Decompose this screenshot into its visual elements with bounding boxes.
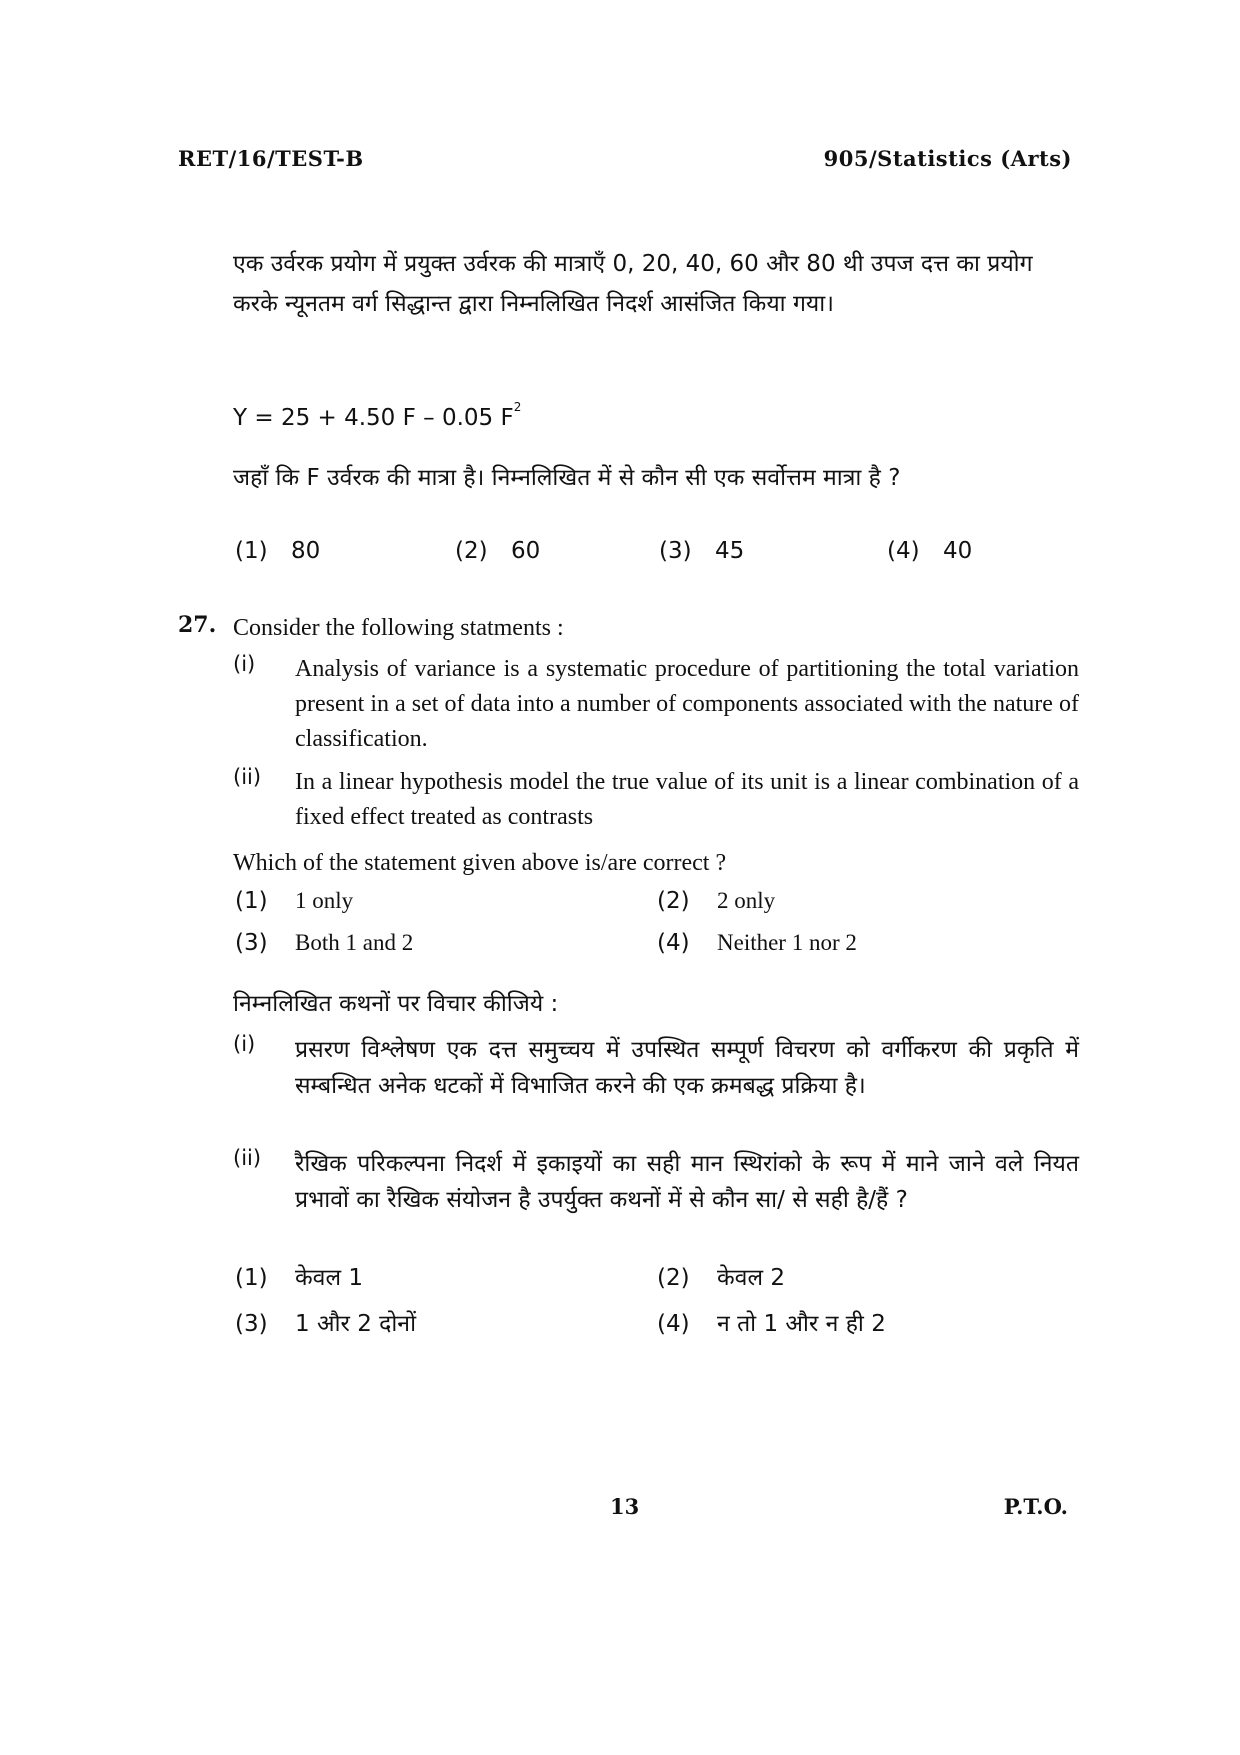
statement-text: Analysis of variance is a systematic procedure of partitioning the total variation present in a set of data into a number of components associated with the nature of classification. (295, 656, 1079, 752)
option-number: (4) (657, 930, 690, 956)
q27-hindi-intro: निम्नलिखित कथनों पर विचार कीजिये : (233, 991, 559, 1017)
option-number: (2) (657, 888, 690, 914)
option-number: (3) (235, 930, 268, 956)
q26-option-1[interactable] (235, 538, 320, 564)
equation-main: Y = 25 + 4.50 F – 0.05 F (233, 405, 514, 431)
option-text: Both 1 and 2 (295, 930, 414, 955)
q26-hindi-question: जहाँ कि F उर्वरक की मात्रा है। निम्नलिखित में से कौन सी एक सर्वोत्तम मात्रा है ? (233, 465, 901, 491)
q26-hindi-intro: एक उर्वरक प्रयोग में प्रयुक्त उर्वरक की मात्राएँ 0, 20, 40, 60 और 80 थी उपज दत्त का प्रयोग करके न्यूनतम वर्ग सिद्धान्त द्वारा निम्नलिखित निदर्श आसंजित किया गया। (233, 251, 1033, 317)
q27-option-3[interactable] (235, 930, 413, 956)
option-text: 60 (511, 538, 541, 564)
option-number: (4) (657, 1311, 690, 1337)
q27-hindi-option-4[interactable] (657, 1306, 886, 1338)
q27-option-2[interactable] (657, 888, 775, 914)
q27-option-4[interactable] (657, 930, 857, 956)
option-number: (3) (235, 1311, 268, 1337)
option-number: (2) (657, 1265, 690, 1291)
statement-text: In a linear hypothesis model the true value of its unit is a linear combination of a fixed effect treated as contrasts (295, 769, 1079, 830)
q27-hindi-option-1[interactable] (235, 1260, 363, 1292)
pto-label: P.T.O. (1003, 1494, 1068, 1519)
q27-option-1[interactable] (235, 888, 353, 914)
option-text: 80 (291, 538, 321, 564)
q27-hindi-option-3[interactable] (235, 1306, 416, 1338)
question-number: 27. (178, 612, 217, 638)
option-text: न तो 1 और न ही 2 (717, 1311, 886, 1337)
equation-exponent: 2 (513, 400, 522, 414)
option-number: (1) (235, 888, 268, 914)
option-text: Neither 1 nor 2 (717, 930, 857, 955)
option-text: 1 only (295, 888, 354, 913)
q26-option-2[interactable] (455, 538, 540, 564)
option-text: केवल 1 (295, 1265, 363, 1291)
option-text: केवल 2 (717, 1265, 785, 1291)
option-number: (1) (235, 1265, 268, 1291)
q27-intro: Consider the following statments : (233, 615, 564, 641)
statement-mark: (ii) (233, 1146, 262, 1170)
subject-title: 905/Statistics (Arts) (823, 146, 1072, 171)
option-text: 40 (943, 538, 973, 564)
statement-mark: (i) (233, 652, 256, 676)
option-text: 2 only (717, 888, 776, 913)
statement-mark: (ii) (233, 765, 262, 789)
option-number: (1) (235, 538, 268, 564)
option-text: 45 (715, 538, 745, 564)
statement-text: रैखिक परिकल्पना निदर्श में इकाइयों का सही मान स्थिरांको के रूप में माने जाने वले नियत प्रभावों का रैखिक संयोजन है उपर्युक्त कथनों में से कौन सा/ से सही है/हैं ? (295, 1151, 1079, 1213)
page-number: 13 (610, 1494, 640, 1519)
q27-hindi-option-2[interactable] (657, 1260, 785, 1292)
option-number: (2) (455, 538, 488, 564)
option-number: (3) (659, 538, 692, 564)
statement-text: प्रसरण विश्लेषण एक दत्त समुच्चय में उपस्थित सम्पूर्ण विचरण को वर्गीकरण की प्रकृति में सम्बन्धित अनेक धटकों में विभाजित करने की एक क्रमबद्ध प्रक्रिया है। (295, 1037, 1079, 1099)
option-number: (4) (887, 538, 920, 564)
option-text: 1 और 2 दोनों (295, 1311, 417, 1337)
q27-question: Which of the statement given above is/are correct ? (233, 850, 727, 876)
q26-option-3[interactable] (659, 538, 744, 564)
q26-option-4[interactable] (887, 538, 972, 564)
paper-code: RET/16/TEST-B (178, 146, 364, 171)
statement-mark: (i) (233, 1032, 256, 1056)
q26-equation (233, 400, 521, 431)
